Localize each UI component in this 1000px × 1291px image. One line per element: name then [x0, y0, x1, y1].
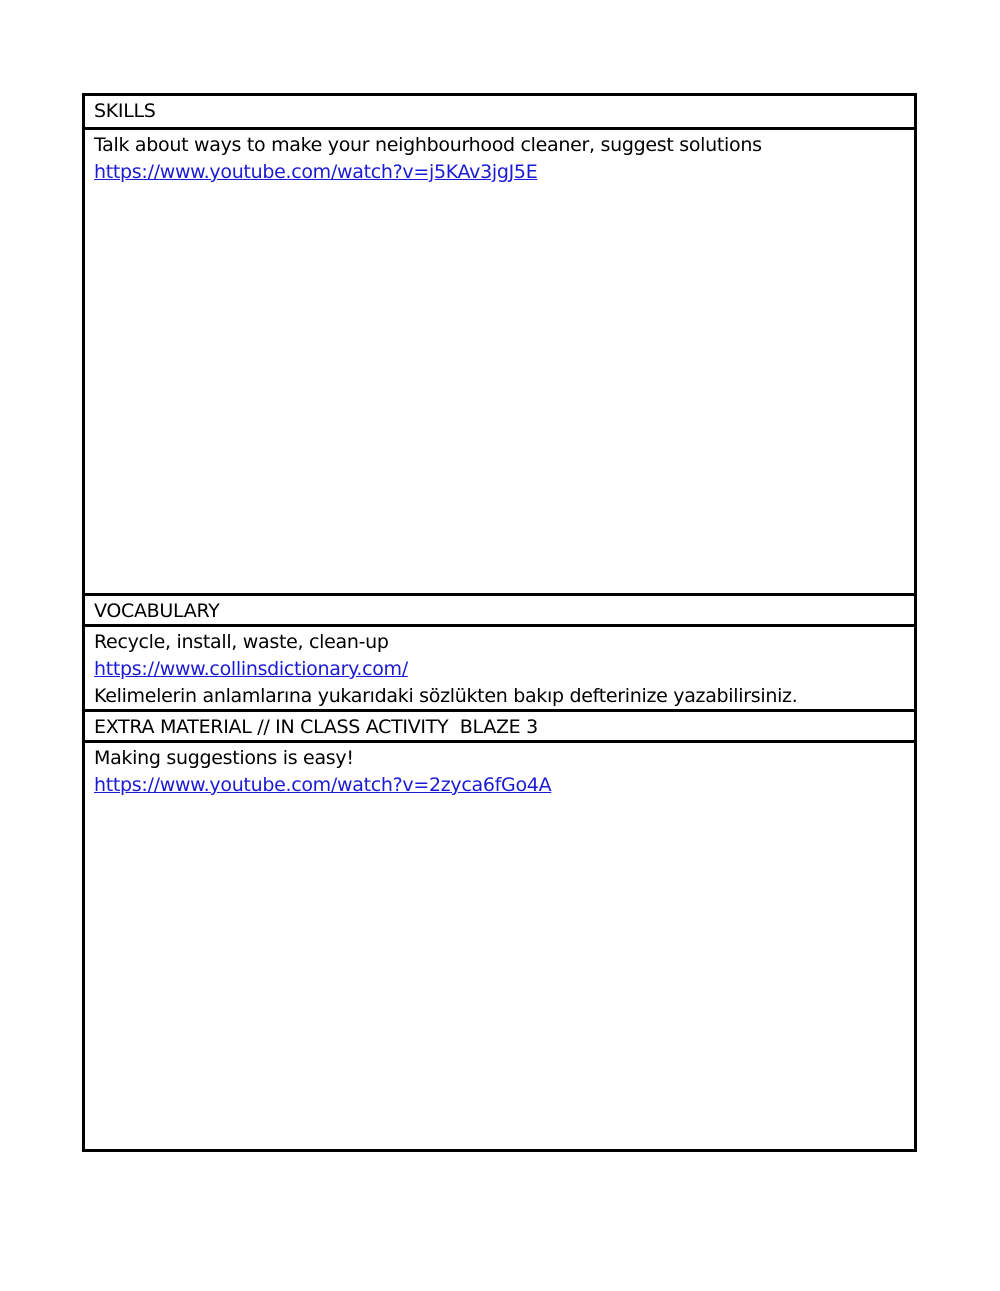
vocabulary-note: Kelimelerin anlamlarına yukarıdaki sözlükten bakıp defterinize yazabilirsiniz. [94, 685, 798, 707]
skills-description: Talk about ways to make your neighbourhood cleaner, suggest solutions [94, 134, 762, 156]
skills-video-link[interactable]: https://www.youtube.com/watch?v=j5KAv3jgJ5E [94, 161, 538, 183]
skills-header-label: SKILLS [94, 100, 156, 122]
extra-material-description: Making suggestions is easy! [94, 747, 354, 769]
extra-material-header [85, 709, 914, 740]
extra-material-video-link[interactable]: https://www.youtube.com/watch?v=2zyca6fGo4A [94, 774, 552, 796]
vocabulary-header [85, 593, 914, 624]
extra-material-content [85, 740, 914, 1149]
dictionary-link[interactable]: https://www.collinsdictionary.com/ [94, 658, 408, 680]
skills-content [85, 127, 914, 593]
vocabulary-words: Recycle, install, waste, clean-up [94, 631, 389, 653]
vocabulary-header-label: VOCABULARY [94, 600, 220, 622]
extra-material-header-label: EXTRA MATERIAL // IN CLASS ACTIVITY BLAZE 3 [94, 716, 538, 738]
worksheet-table [82, 93, 917, 1152]
vocabulary-content [85, 624, 914, 709]
skills-header [85, 96, 914, 127]
